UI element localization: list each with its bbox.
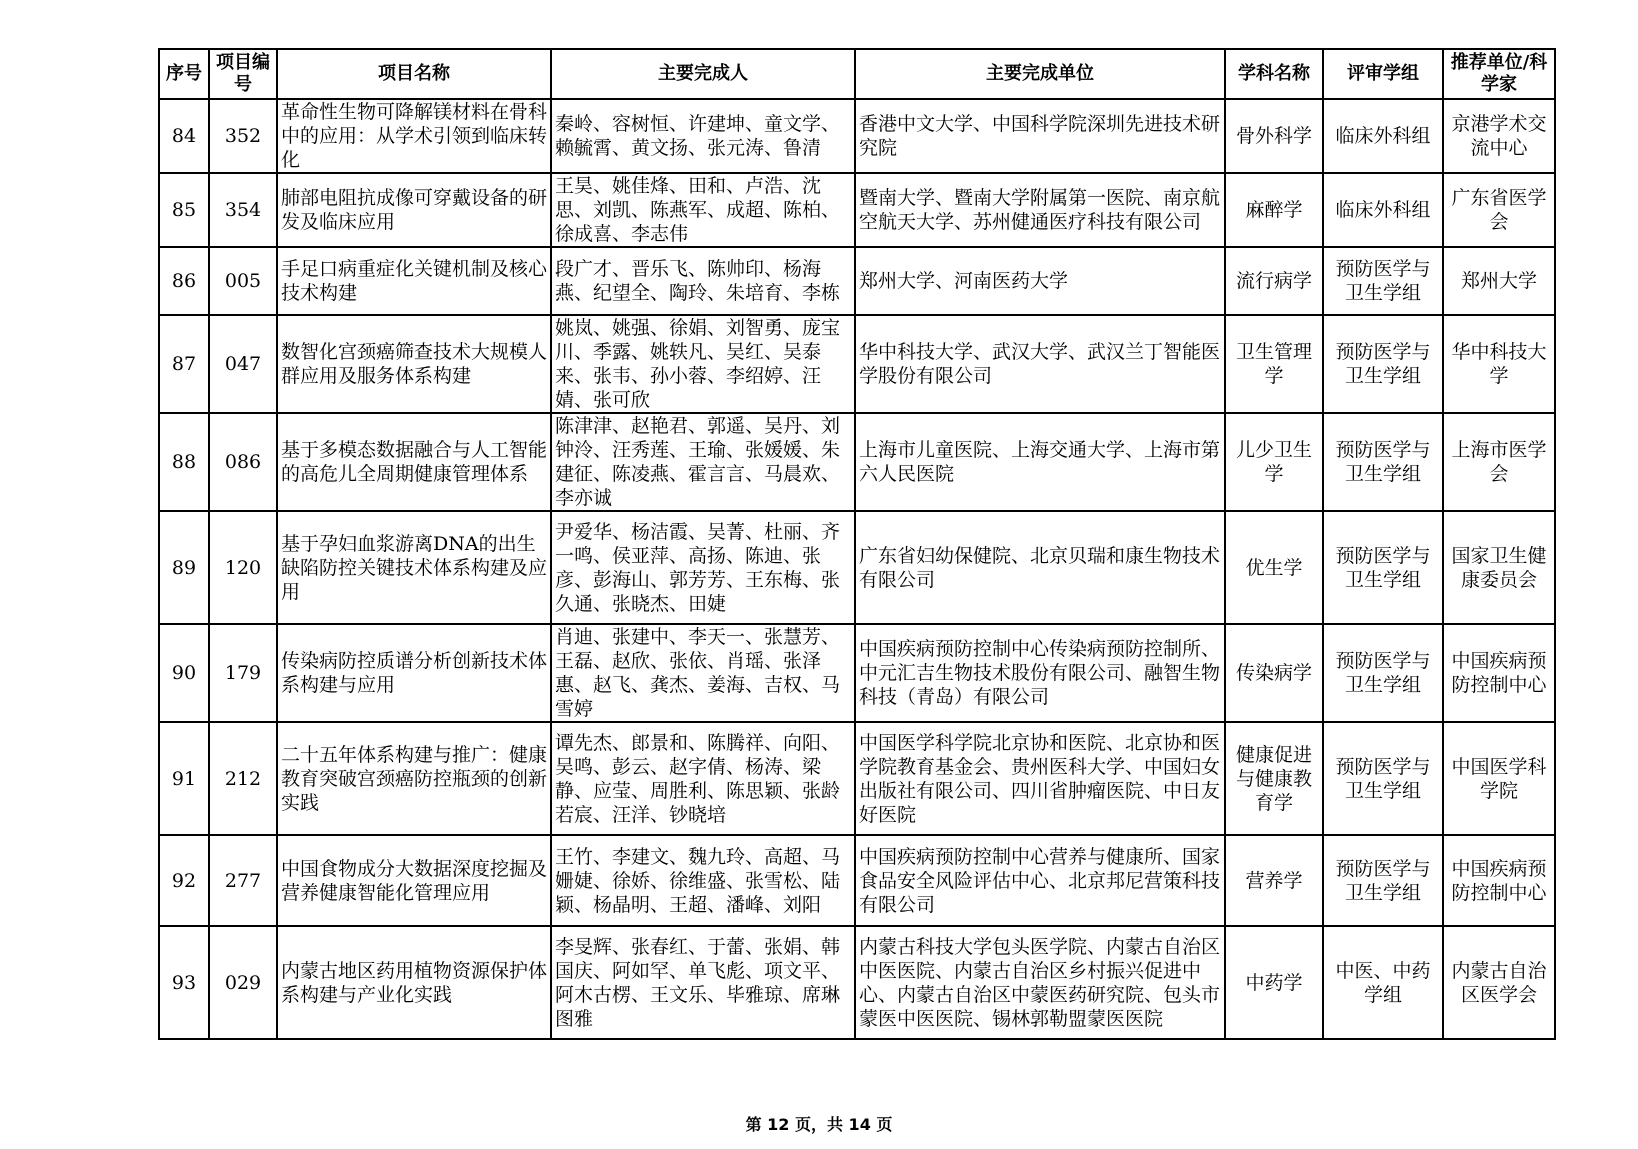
cell-recommender: 京港学术交流中心	[1443, 99, 1555, 173]
cell-discipline: 卫生管理学	[1225, 315, 1323, 413]
header-units: 主要完成单位	[855, 49, 1225, 99]
cell-project-no: 005	[209, 247, 277, 315]
table-row	[159, 722, 1555, 835]
cell-project-no: 120	[209, 511, 277, 624]
cell-recommender: 华中科技大学	[1443, 315, 1555, 413]
cell-discipline: 传染病学	[1225, 624, 1323, 722]
cell-review-group: 预防医学与卫生学组	[1323, 511, 1443, 624]
cell-review-group: 中医、中药学组	[1323, 926, 1443, 1039]
cell-units: 香港中文大学、中国科学院深圳先进技术研究院	[855, 99, 1225, 173]
cell-completers: 尹爱华、杨洁霞、吴菁、杜丽、齐一鸣、侯亚萍、高扬、陈迪、张彦、彭海山、郭芳芳、王东梅、张久通、张晓杰、田婕	[551, 511, 855, 624]
cell-completers: 段广才、晋乐飞、陈帅印、杨海燕、纪望全、陶玲、朱培育、李栋	[551, 247, 855, 315]
table-row	[159, 835, 1555, 926]
table-row	[159, 173, 1555, 247]
cell-seq: 85	[159, 173, 209, 247]
cell-review-group: 预防医学与卫生学组	[1323, 315, 1443, 413]
cell-seq: 93	[159, 926, 209, 1039]
table-row	[159, 413, 1555, 511]
cell-project-no: 352	[209, 99, 277, 173]
cell-units: 中国疾病预防控制中心传染病预防控制所、中元汇吉生物技术股份有限公司、融智生物科技（青岛）有限公司	[855, 624, 1225, 722]
cell-project-name: 基于多模态数据融合与人工智能的高危儿全周期健康管理体系	[277, 413, 551, 511]
cell-completers: 陈津津、赵艳君、郭遥、吴丹、刘钟泠、汪秀莲、王瑜、张媛媛、朱建征、陈凌燕、霍言言、马晨欢、李亦诚	[551, 413, 855, 511]
cell-project-no: 277	[209, 835, 277, 926]
table-row	[159, 926, 1555, 1039]
cell-seq: 92	[159, 835, 209, 926]
cell-completers: 肖迪、张建中、李天一、张慧芳、王磊、赵欣、张依、肖瑶、张泽惠、赵飞、龚杰、姜海、吉权、马雪婷	[551, 624, 855, 722]
cell-project-no: 029	[209, 926, 277, 1039]
header-project-name: 项目名称	[277, 49, 551, 99]
cell-review-group: 临床外科组	[1323, 99, 1443, 173]
cell-discipline: 骨外科学	[1225, 99, 1323, 173]
cell-completers: 李旻辉、张春红、于蕾、张娟、韩国庆、阿如罕、单飞彪、项文平、阿木古楞、王文乐、毕雅琼、席琳图雅	[551, 926, 855, 1039]
header-seq: 序号	[159, 49, 209, 99]
cell-completers: 王昊、姚佳烽、田和、卢浩、沈思、刘凯、陈燕军、成超、陈柏、徐成喜、李志伟	[551, 173, 855, 247]
cell-completers: 秦岭、容树恒、许建坤、童文学、赖毓霄、黄文扬、张元涛、鲁清	[551, 99, 855, 173]
page-number-text: 第 12 页，共 14 页	[745, 1115, 893, 1134]
cell-project-name: 基于孕妇血浆游离DNA的出生缺陷防控关键技术体系构建及应用	[277, 511, 551, 624]
cell-discipline: 营养学	[1225, 835, 1323, 926]
cell-project-no: 212	[209, 722, 277, 835]
cell-discipline: 儿少卫生学	[1225, 413, 1323, 511]
cell-review-group: 预防医学与卫生学组	[1323, 247, 1443, 315]
table-row	[159, 511, 1555, 624]
table-row	[159, 247, 1555, 315]
cell-units: 中国医学科学院北京协和医院、北京协和医学院教育基金会、贵州医科大学、中国妇女出版社有限公司、四川省肿瘤医院、中日友好医院	[855, 722, 1225, 835]
cell-recommender: 中国疾病预防控制中心	[1443, 624, 1555, 722]
cell-discipline: 健康促进与健康教育学	[1225, 722, 1323, 835]
cell-units: 中国疾病预防控制中心营养与健康所、国家食品安全风险评估中心、北京邦尼营策科技有限公司	[855, 835, 1225, 926]
table-row	[159, 99, 1555, 173]
cell-discipline: 麻醉学	[1225, 173, 1323, 247]
cell-recommender: 上海市医学会	[1443, 413, 1555, 511]
cell-recommender: 中国医学科学院	[1443, 722, 1555, 835]
header-review-group: 评审学组	[1323, 49, 1443, 99]
cell-project-name: 内蒙古地区药用植物资源保护体系构建与产业化实践	[277, 926, 551, 1039]
cell-completers: 姚岚、姚强、徐娟、刘智勇、庞宝川、季露、姚轶凡、吴红、吴泰来、张韦、孙小蓉、李绍婷、汪婧、张可欣	[551, 315, 855, 413]
header-completers: 主要完成人	[551, 49, 855, 99]
cell-review-group: 预防医学与卫生学组	[1323, 413, 1443, 511]
cell-review-group: 预防医学与卫生学组	[1323, 722, 1443, 835]
cell-project-name: 手足口病重症化关键机制及核心技术构建	[277, 247, 551, 315]
cell-units: 内蒙古科技大学包头医学院、内蒙古自治区中医医院、内蒙古自治区乡村振兴促进中心、内蒙古自治区中蒙医药研究院、包头市蒙医中医医院、锡林郭勒盟蒙医医院	[855, 926, 1225, 1039]
cell-project-name: 数智化宫颈癌筛查技术大规模人群应用及服务体系构建	[277, 315, 551, 413]
award-table	[158, 48, 1556, 1040]
header-recommender: 推荐单位/科学家	[1443, 49, 1555, 99]
header-discipline: 学科名称	[1225, 49, 1323, 99]
cell-seq: 87	[159, 315, 209, 413]
cell-seq: 84	[159, 99, 209, 173]
cell-project-name: 中国食物成分大数据深度挖掘及营养健康智能化管理应用	[277, 835, 551, 926]
cell-units: 华中科技大学、武汉大学、武汉兰丁智能医学股份有限公司	[855, 315, 1225, 413]
cell-recommender: 国家卫生健康委员会	[1443, 511, 1555, 624]
cell-units: 上海市儿童医院、上海交通大学、上海市第六人民医院	[855, 413, 1225, 511]
cell-seq: 86	[159, 247, 209, 315]
cell-seq: 89	[159, 511, 209, 624]
cell-completers: 谭先杰、郎景和、陈腾祥、向阳、吴鸣、彭云、赵字倩、杨涛、梁静、应莹、周胜利、陈思颖、张龄若宸、汪洋、钞晓培	[551, 722, 855, 835]
cell-project-name: 肺部电阻抗成像可穿戴设备的研发及临床应用	[277, 173, 551, 247]
cell-seq: 90	[159, 624, 209, 722]
cell-project-no: 086	[209, 413, 277, 511]
cell-discipline: 中药学	[1225, 926, 1323, 1039]
cell-completers: 王竹、李建文、魏九玲、高超、马姗婕、徐娇、徐维盛、张雪松、陆颖、杨晶明、王超、潘峰、刘阳	[551, 835, 855, 926]
header-row	[159, 49, 1555, 99]
cell-units: 广东省妇幼保健院、北京贝瑞和康生物技术有限公司	[855, 511, 1225, 624]
cell-recommender: 中国疾病预防控制中心	[1443, 835, 1555, 926]
cell-units: 郑州大学、河南医药大学	[855, 247, 1225, 315]
cell-review-group: 临床外科组	[1323, 173, 1443, 247]
cell-project-no: 047	[209, 315, 277, 413]
cell-discipline: 流行病学	[1225, 247, 1323, 315]
page-footer	[0, 1112, 1638, 1135]
cell-project-no: 354	[209, 173, 277, 247]
cell-project-name: 传染病防控质谱分析创新技术体系构建与应用	[277, 624, 551, 722]
cell-review-group: 预防医学与卫生学组	[1323, 624, 1443, 722]
cell-project-no: 179	[209, 624, 277, 722]
header-project-no: 项目编号	[209, 49, 277, 99]
cell-project-name: 二十五年体系构建与推广：健康教育突破宫颈癌防控瓶颈的创新实践	[277, 722, 551, 835]
cell-units: 暨南大学、暨南大学附属第一医院、南京航空航天大学、苏州健通医疗科技有限公司	[855, 173, 1225, 247]
table-row	[159, 315, 1555, 413]
cell-recommender: 内蒙古自治区医学会	[1443, 926, 1555, 1039]
cell-recommender: 郑州大学	[1443, 247, 1555, 315]
cell-discipline: 优生学	[1225, 511, 1323, 624]
cell-recommender: 广东省医学会	[1443, 173, 1555, 247]
cell-review-group: 预防医学与卫生学组	[1323, 835, 1443, 926]
cell-seq: 88	[159, 413, 209, 511]
cell-seq: 91	[159, 722, 209, 835]
table-row	[159, 624, 1555, 722]
cell-project-name: 革命性生物可降解镁材料在骨科中的应用：从学术引领到临床转化	[277, 99, 551, 173]
